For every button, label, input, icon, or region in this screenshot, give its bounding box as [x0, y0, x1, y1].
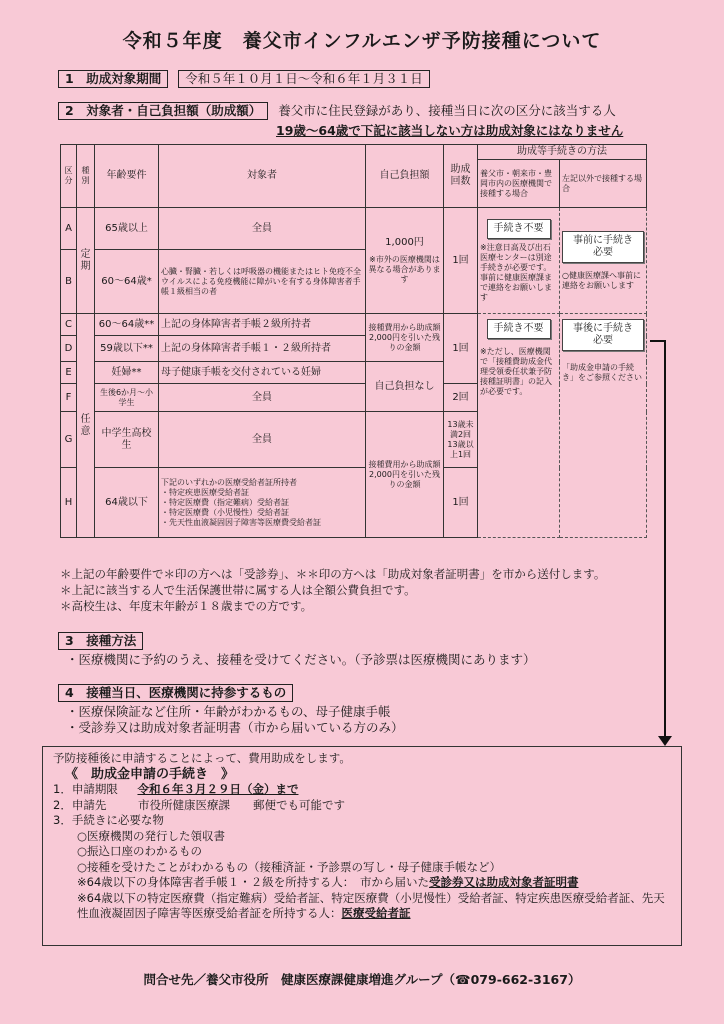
contact-footer: 問合せ先／養父市役所 健康医療課健康増進グループ（☎079-662-3167） — [143, 972, 581, 987]
no-procedure-badge: 手続き不要 — [487, 219, 551, 239]
apply-intro: 予防接種後に申請することによって、費用助成をします。 — [53, 751, 351, 765]
procedure-ab-other-note: ○健康医療課へ事前に連絡をお願いします — [562, 270, 641, 290]
header-target: 対象者 — [159, 145, 366, 208]
period-value: 令和５年１０月１日～令和６年１月３１日 — [178, 70, 430, 88]
row-d-kubun: D — [61, 336, 77, 362]
row-h-target-item: ・先天性血液凝固因子障害等医療費受給者証 — [161, 517, 321, 527]
row-h-target-item: ・特定医療費（指定難病）受給者証 — [161, 497, 289, 507]
apply-destination — [53, 798, 671, 814]
note-item: ＊上記に該当する人で生活保護世帯に属する人は全額公費負担です。 — [60, 583, 416, 597]
row-h-target-item: ・特定疾患医療受給者証 — [161, 487, 249, 497]
row-c-kubun: C — [61, 314, 77, 336]
note-item: ＊高校生は、年度末年齢が１８歳までの方です。 — [60, 599, 313, 613]
row-h-kubun: H — [61, 468, 77, 538]
apply-required-item: ○振込口座のわかるもの — [77, 844, 203, 858]
cost-gh: 接種費用から助成額2,000円を引いた残りの金額 — [366, 412, 444, 538]
application-box — [42, 746, 682, 946]
procedure-ch-local — [478, 314, 560, 538]
row-d-target: 上記の身体障害者手帳１・２級所持者 — [159, 336, 366, 362]
apply-note-2 — [77, 891, 671, 922]
apply-deadline-label: 1．申請期限 — [53, 782, 118, 796]
row-a-target: 全員 — [159, 208, 366, 250]
apply-note-1-doc: 受診券又は助成対象者証明書 — [429, 875, 579, 889]
teiki-label: 定期 — [77, 208, 95, 314]
row-f-age: 生後6か月～小学生 — [95, 384, 159, 412]
header-times: 助成回数 — [444, 145, 478, 208]
header-shubetsu: 種別 — [77, 145, 95, 208]
times-cde: 1回 — [444, 314, 478, 384]
section-bring — [58, 684, 404, 736]
header-procedure-local: 養父市・朝来市・豊岡市内の医療機関で接種する場合 — [478, 160, 560, 208]
subsidy-table — [60, 144, 647, 538]
row-e-age: 妊婦** — [95, 362, 159, 384]
row-b-age: 60～64歳* — [95, 250, 159, 314]
section-period-heading: 1 助成対象期間 — [58, 70, 168, 88]
header-age: 年齢要件 — [95, 145, 159, 208]
row-b-kubun: B — [61, 250, 77, 314]
row-g-target: 全員 — [159, 412, 366, 468]
target-warning: 19歳～64歳で下記に該当しない方は助成対象にはなりません — [276, 123, 624, 138]
procedure-ch-note: ※ただし、医療機関で「接種費助成金代理受領委任状兼予防接種証明書」の記入が必要です。 — [480, 347, 552, 396]
row-h-target-head: 下記のいずれかの医療受給者証所持者 — [161, 477, 297, 487]
target-description: 養父市に住民登録があり、接種当日に次の区分に該当する人 — [278, 103, 616, 118]
apply-deadline — [53, 782, 671, 798]
times-ab: 1回 — [444, 208, 478, 314]
row-h-target — [159, 468, 366, 538]
section-target — [58, 102, 698, 139]
times-g: 13歳未満2回13歳以上1回 — [444, 412, 478, 468]
row-f-kubun: F — [61, 384, 77, 412]
cost-cd: 接種費用から助成額2,000円を引いた残りの金額 — [366, 314, 444, 362]
row-g-age: 中学生高校生 — [95, 412, 159, 468]
times-h: 1回 — [444, 468, 478, 538]
apply-required-item: ○接種を受けたことがわかるもの（接種済証・予診票の写し・母子健康手帳など） — [77, 859, 502, 874]
row-e-kubun: E — [61, 362, 77, 384]
apply-note-1-text: ※64歳以下の身体障害者手帳１・２級を所持する人： 市から届いた — [77, 875, 430, 889]
apply-heading: 《 助成金申請の手続き 》 — [65, 766, 235, 782]
apply-note-1 — [77, 875, 671, 891]
row-b-target: 心臓・腎臓・若しくは呼吸器の機能またはヒト免疫不全ウイルスによる免疫機能に障がいを有する身体障害者手帳１級相当の者 — [159, 250, 366, 314]
bring-item: ・受診券又は助成対象者証明書（市から届いている方のみ） — [66, 720, 404, 735]
procedure-ab-local — [478, 208, 560, 314]
procedure-ab-note: ※注意日高及び出石医療センターは別途手続きが必要です。事前に健康医療課まで連絡をお願いします — [480, 242, 552, 302]
times-f: 2回 — [444, 384, 478, 412]
table-notes — [60, 566, 605, 614]
header-procedure-other: 左記以外で接種する場合 — [560, 160, 647, 208]
cost-ef: 自己負担なし — [366, 362, 444, 412]
section-method — [58, 632, 536, 668]
row-g-kubun: G — [61, 412, 77, 468]
section-target-heading: 2 対象者・自己負担額（助成額） — [58, 102, 268, 120]
row-e-target: 母子健康手帳を交付されている妊婦 — [159, 362, 366, 384]
row-f-target: 全員 — [159, 384, 366, 412]
no-procedure-badge-2: 手続き不要 — [487, 319, 551, 339]
row-d-age: 59歳以下** — [95, 336, 159, 362]
apply-required-label: 3．手続きに必要な物 — [53, 813, 164, 827]
apply-deadline-value: 令和６年３月２９日（金）まで — [137, 782, 299, 796]
procedure-ab-other — [560, 208, 647, 314]
procedure-ch-other-note: 「助成金申請の手続き」をご参照ください — [562, 363, 642, 382]
apply-required-item: ○医療機関の発行した領収書 — [77, 828, 226, 843]
apply-destination-label: 2．申請先 — [53, 797, 107, 812]
arrow-line — [664, 340, 666, 738]
cost-ab-note: ※市外の医療機関は異なる場合があります — [368, 254, 441, 284]
row-a-age: 65歳以上 — [95, 208, 159, 250]
cost-ab — [366, 208, 444, 314]
section-bring-heading: 4 接種当日、医療機関に持参するもの — [58, 684, 293, 702]
section-period — [58, 70, 430, 88]
prior-procedure-badge: 事前に手続き必要 — [562, 231, 644, 263]
cost-ab-value: 1,000円 — [385, 236, 424, 248]
section-method-heading: 3 接種方法 — [58, 632, 143, 650]
row-a-kubun: A — [61, 208, 77, 250]
header-kubun: 区分 — [61, 145, 77, 208]
apply-note-2-text: ※64歳以下の特定医療費（指定難病）受給者証、特定医療費（小児慢性）受給者証、特定疾患医療受給者証、先天性血液凝固因子障害等医療受給者証を所持する人： — [77, 890, 665, 920]
header-cost: 自己負担額 — [366, 145, 444, 208]
row-h-target-item: ・特定医療費（小児慢性）受給者証 — [161, 507, 289, 517]
nini-label: 任意 — [77, 314, 95, 538]
post-procedure-badge: 事後に手続き必要 — [562, 319, 644, 351]
row-h-age: 64歳以下 — [95, 468, 159, 538]
note-item: ＊上記の年齢要件で＊印の方へは「受診券」、＊＊印の方へは「助成対象者証明書」を市から送付します。 — [60, 567, 606, 581]
row-c-age: 60～64歳** — [95, 314, 159, 336]
page-title: 令和５年度 養父市インフルエンザ予防接種について — [122, 30, 602, 52]
arrow-down-icon — [658, 736, 672, 746]
method-body: ・医療機関に予約のうえ、接種を受けてください。（予診票は医療機関にあります） — [66, 652, 536, 667]
header-procedure: 助成等手続きの方法 — [478, 145, 647, 160]
bring-item: ・医療保険証など住所・年齢がわかるもの、母子健康手帳 — [66, 704, 391, 719]
apply-note-2-doc: 医療受給者証 — [341, 906, 411, 920]
row-c-target: 上記の身体障害者手帳２級所持者 — [159, 314, 366, 336]
procedure-ch-other — [560, 314, 647, 538]
apply-destination-value: 市役所健康医療課 郵便でも可能です — [137, 797, 345, 812]
